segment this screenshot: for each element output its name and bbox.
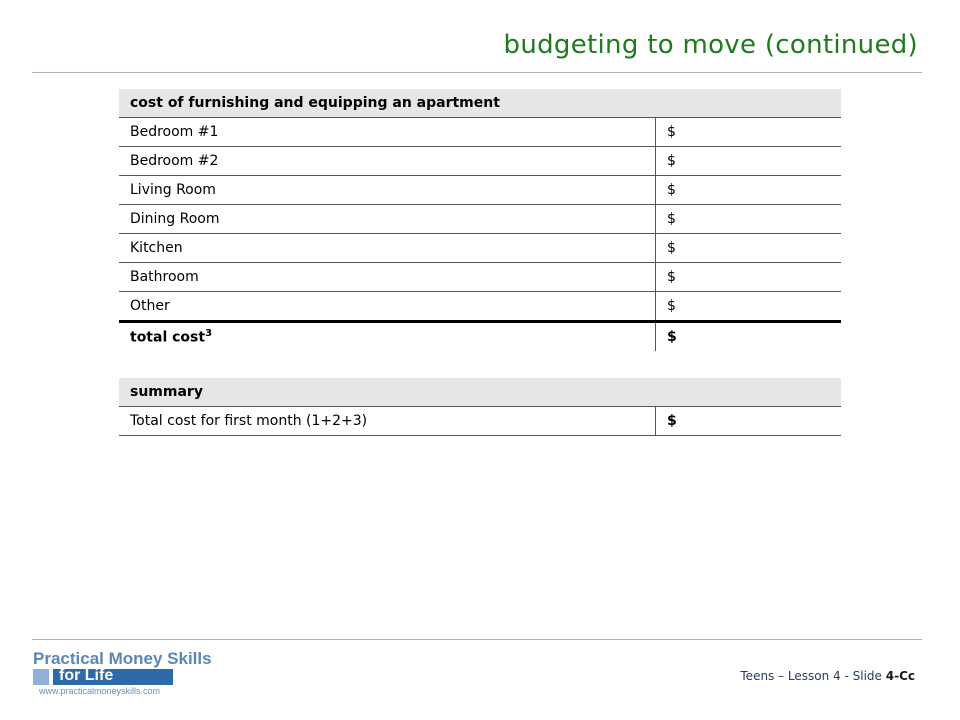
total-cost-label: total cost — [130, 329, 206, 346]
total-cost-label-cell — [119, 322, 656, 352]
row-value-other[interactable]: $ — [656, 292, 842, 322]
row-value-bedroom-2[interactable]: $ — [656, 147, 842, 176]
top-divider — [32, 72, 922, 73]
table-row — [119, 407, 841, 436]
table-row — [119, 234, 841, 263]
row-label-bedroom-2: Bedroom #2 — [119, 147, 656, 176]
summary-table-header: summary — [119, 378, 841, 407]
row-value-living-room[interactable]: $ — [656, 176, 842, 205]
logo-square-icon — [33, 669, 49, 685]
furnishing-cost-table — [119, 89, 841, 351]
practical-money-skills-logo — [33, 649, 212, 697]
row-value-bathroom[interactable]: $ — [656, 263, 842, 292]
table-header-row — [119, 89, 841, 118]
row-value-kitchen[interactable]: $ — [656, 234, 842, 263]
table-row — [119, 118, 841, 147]
logo-line-1: Practical Money Skills — [33, 649, 212, 668]
row-value-dining-room[interactable]: $ — [656, 205, 842, 234]
footer-text: Teens – Lesson 4 - Slide — [740, 669, 886, 683]
row-label-bathroom: Bathroom — [119, 263, 656, 292]
row-value-bedroom-1[interactable]: $ — [656, 118, 842, 147]
row-label-dining-room: Dining Room — [119, 205, 656, 234]
logo-line-2: for Life — [59, 667, 114, 684]
table-row — [119, 205, 841, 234]
table-row — [119, 147, 841, 176]
logo-url: www.practicalmoneyskills.com — [39, 686, 161, 696]
row-label-living-room: Living Room — [119, 176, 656, 205]
total-row — [119, 322, 841, 352]
row-label-kitchen: Kitchen — [119, 234, 656, 263]
table-row — [119, 176, 841, 205]
table-row — [119, 292, 841, 322]
summary-row-value[interactable]: $ — [656, 407, 842, 436]
row-label-other: Other — [119, 292, 656, 322]
summary-row-label: Total cost for first month (1+2+3) — [119, 407, 656, 436]
table-header-row — [119, 378, 841, 407]
total-cost-superscript: 3 — [205, 328, 213, 340]
slide-title: budgeting to move (continued) — [503, 30, 918, 60]
row-label-bedroom-1: Bedroom #1 — [119, 118, 656, 147]
footer-slide-id: 4-Cc — [885, 669, 915, 683]
furnishing-table-header: cost of furnishing and equipping an apartment — [119, 89, 841, 118]
total-cost-value[interactable]: $ — [656, 322, 842, 352]
slide-footer — [740, 669, 915, 683]
summary-table — [119, 378, 841, 436]
table-row — [119, 263, 841, 292]
bottom-divider — [32, 639, 922, 640]
